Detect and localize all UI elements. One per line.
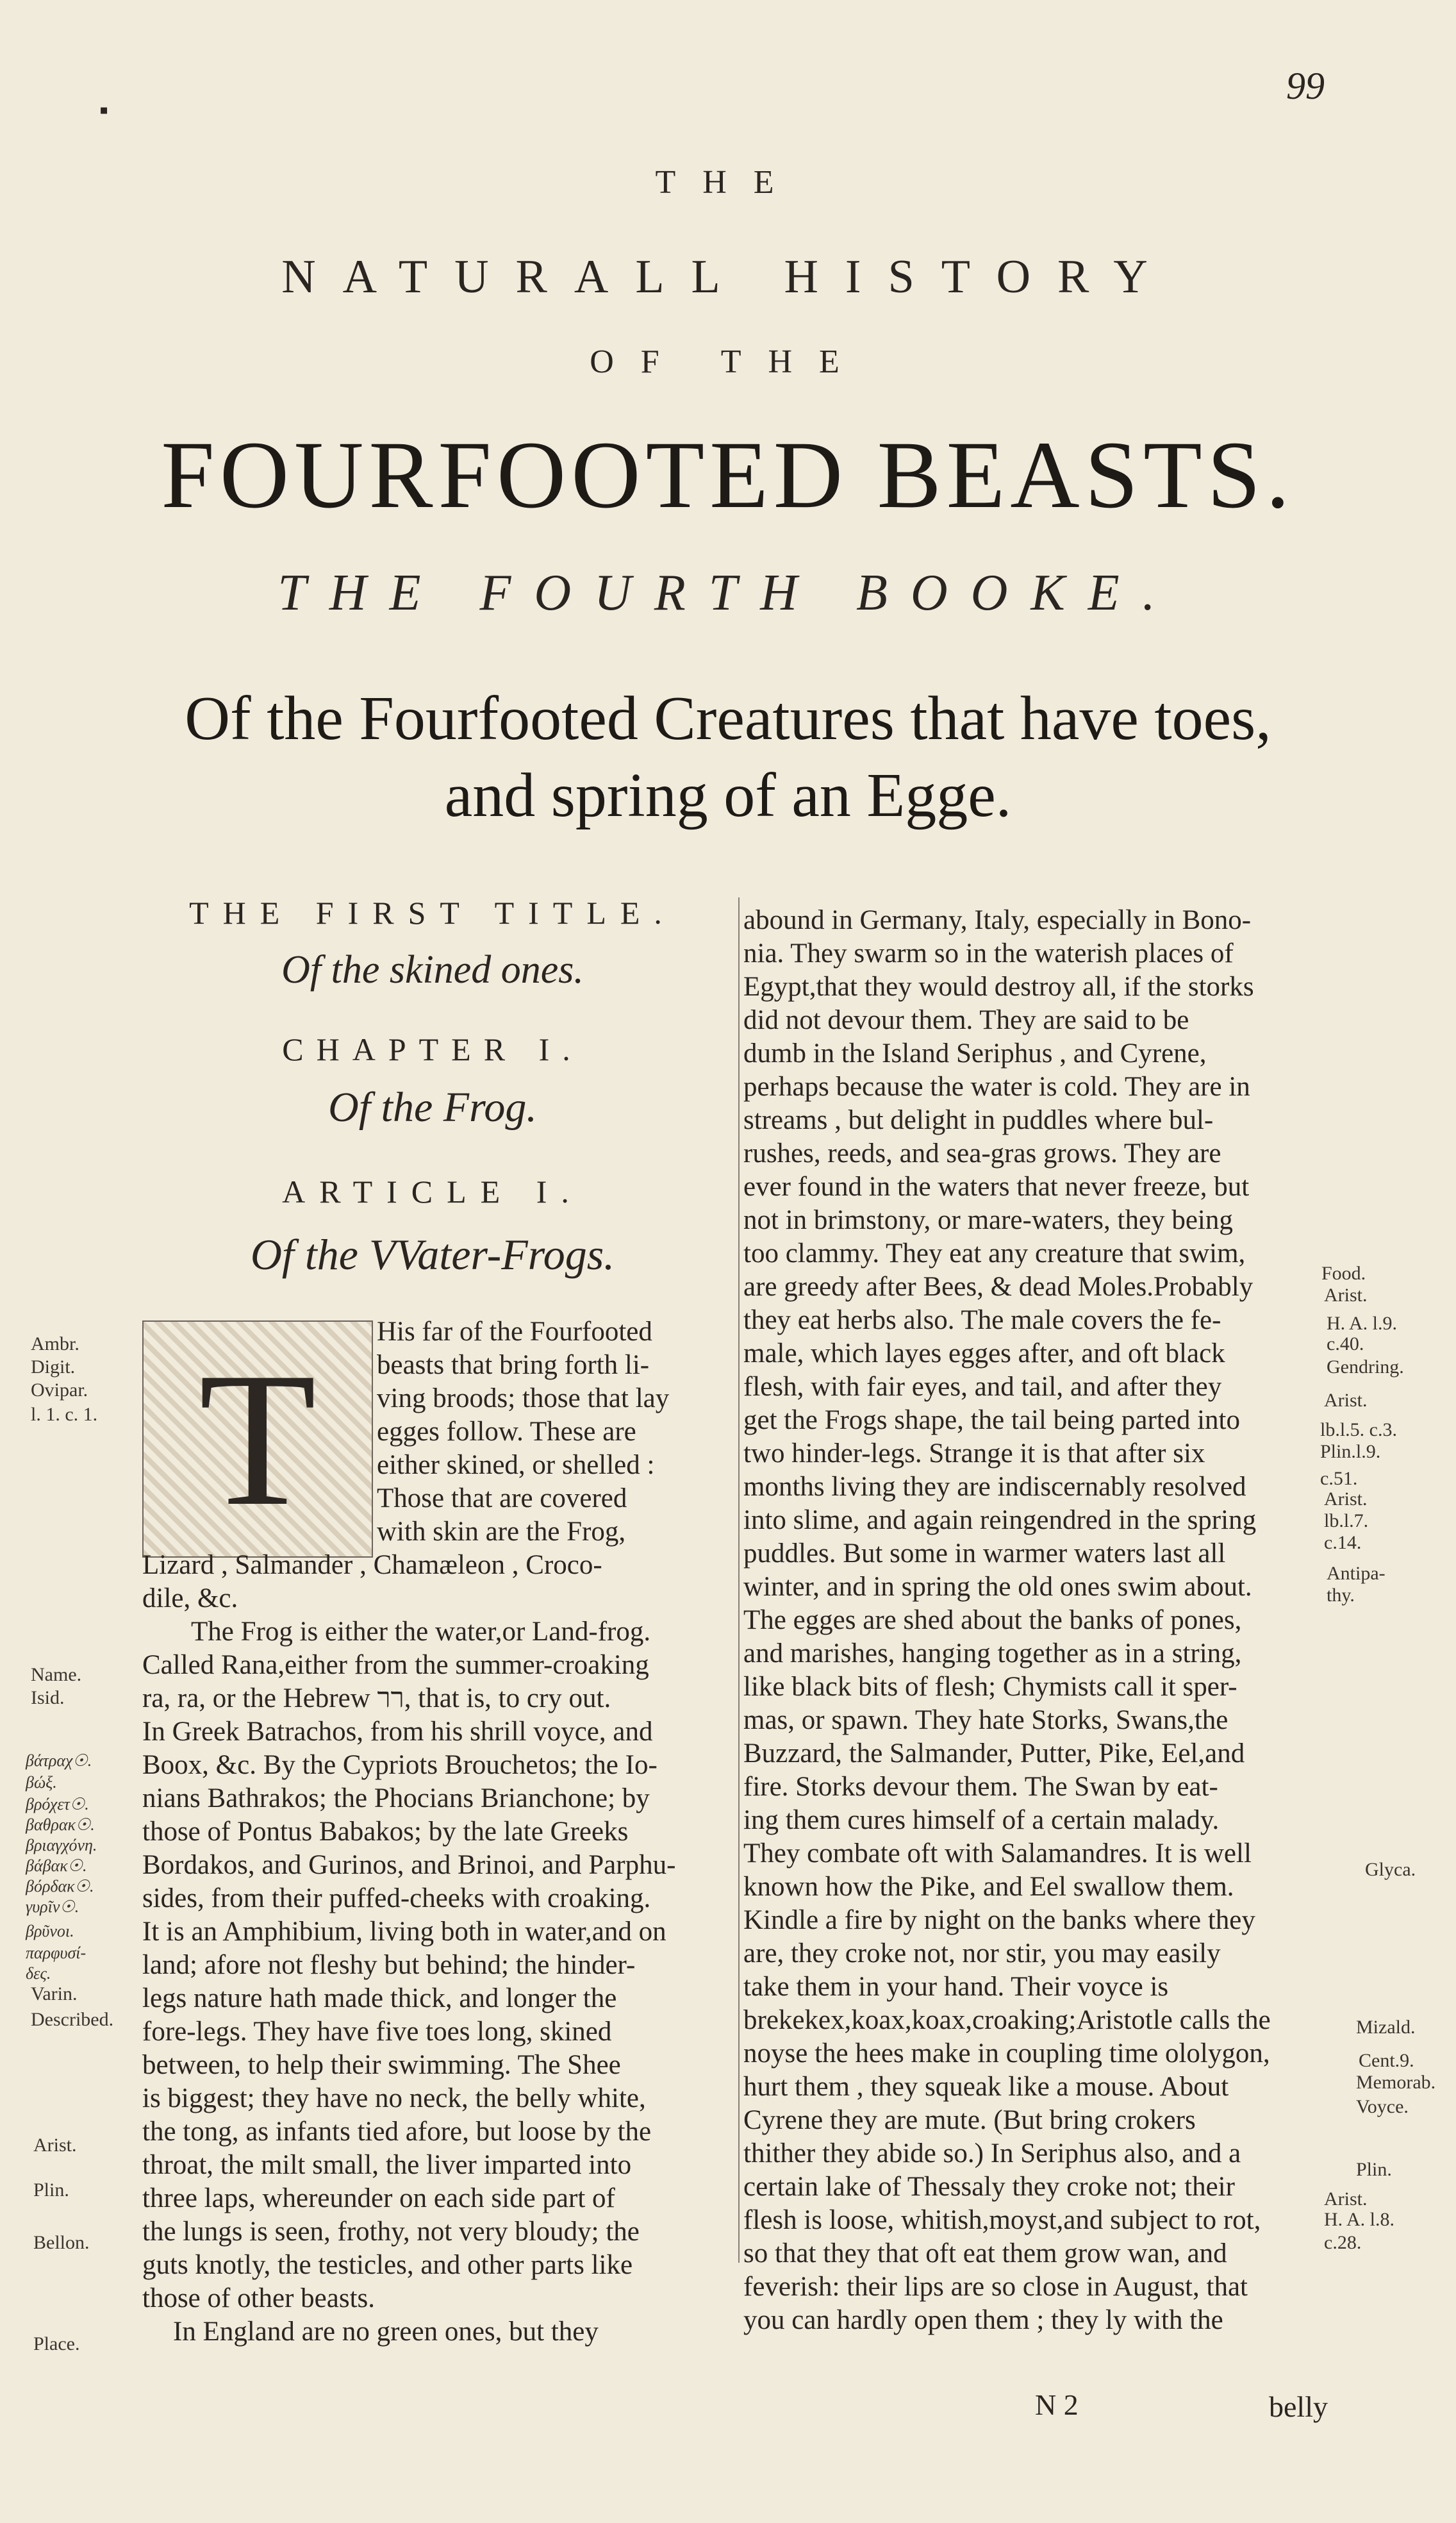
left-margin-note: Ambr. — [31, 1333, 79, 1354]
subtitle-line-2: and spring of an Egge. — [444, 761, 1012, 830]
right-text-line: abound in Germany, Italy, especially in Bono- — [743, 905, 1252, 935]
right-margin-note: Arist. — [1324, 1285, 1368, 1306]
left-text-line: three laps, whereunder on each side part of — [142, 2183, 615, 2213]
left-text-line: either skined, or shelled : — [377, 1450, 655, 1480]
right-margin-note: Plin.l.9. — [1320, 1441, 1381, 1462]
right-text-line: get the Frogs shape, the tail being parted into — [743, 1405, 1241, 1435]
left-margin-note: βριαγχόνη. — [26, 1836, 97, 1854]
left-text-line: Lizard , Salmander , Chamæleon , Croco- — [142, 1550, 602, 1580]
right-text-line: ing them cures himself of a certain malady. — [743, 1805, 1220, 1835]
right-text-line: dumb in the Island Seriphus , and Cyrene, — [743, 1038, 1207, 1069]
right-margin-note: c.14. — [1324, 1532, 1362, 1553]
right-text-line: The egges are shed about the banks of pones, — [743, 1605, 1242, 1635]
left-margin-note: δες. — [26, 1964, 51, 1983]
right-text-line: take them in your hand. Their voyce is — [743, 1972, 1169, 2002]
right-margin-note: Arist. — [1324, 1488, 1368, 1510]
right-text-line: hurt them , they squeak like a mouse. About — [743, 2072, 1229, 2102]
left-text-line: Those that are covered — [377, 1483, 627, 1513]
left-margin-note: Place. — [33, 2333, 80, 2354]
left-text-line: those of Pontus Babakos; by the late Greeks — [142, 1817, 629, 1847]
left-text-line: between, to help their swimming. The Shee — [142, 2050, 621, 2080]
left-text-line: The Frog is either the water,or Land-frog. — [191, 1617, 651, 1647]
right-text-line: not in brimstony, or mare-waters, they being — [743, 1205, 1233, 1235]
left-margin-note: βρῦνοι. — [26, 1922, 74, 1940]
right-text-line: streams , but delight in puddles where bul- — [743, 1105, 1214, 1135]
right-margin-note: c.28. — [1324, 2232, 1362, 2253]
right-text-line: flesh is loose, whitish,moyst,and subject to rot, — [743, 2205, 1261, 2235]
title-fourfooted-beasts: FOURFOOTED BEASTS. — [161, 422, 1295, 528]
title-of-the: OF THE — [590, 344, 866, 380]
right-margin-note: Arist. — [1324, 2188, 1368, 2210]
right-margin-note: Mizald. — [1356, 2017, 1416, 2038]
right-margin-note: c.51. — [1320, 1468, 1358, 1489]
right-margin-note: Cent.9. — [1359, 2050, 1414, 2071]
title-naturall-history: NATURALL HISTORY — [281, 251, 1175, 303]
right-margin-note: lb.l.7. — [1324, 1510, 1369, 1531]
left-text-line: dile, &c. — [142, 1583, 238, 1613]
right-text-line: Kindle a fire by night on the banks where they — [743, 1905, 1255, 1935]
right-text-line: brekekex,koax,koax,croaking;Aristotle calls the — [743, 2005, 1271, 2035]
left-text-line: ra, ra, or the Hebrew רר, that is, to cry out. — [142, 1683, 611, 1713]
left-text-line: In Greek Batrachos, from his shrill voyce, and — [142, 1717, 653, 1747]
heading-water-frogs: Of the VVater-Frogs. — [250, 1230, 615, 1279]
right-margin-note: Plin. — [1356, 2159, 1392, 2180]
left-margin-note: παρφυσί- — [26, 1944, 87, 1962]
left-margin-note: Plin. — [33, 2179, 69, 2201]
left-margin-note: βρόχετ☉. — [26, 1795, 89, 1813]
left-margin-note: Ovipar. — [31, 1379, 88, 1401]
left-margin-note: Name. — [31, 1664, 82, 1685]
left-margin-note: βόρδακ☉. — [26, 1877, 94, 1895]
right-text-line: perhaps because the water is cold. They are in — [743, 1072, 1250, 1102]
right-margin-note: Memorab. — [1356, 2072, 1436, 2093]
left-text-line: ving broods; those that lay — [377, 1383, 670, 1413]
right-text-line: are, they croke not, nor stir, you may easily — [743, 1938, 1221, 1969]
printer-mark: ▪ — [99, 96, 109, 124]
right-text-line: puddles. But some in warmer waters last all — [743, 1538, 1226, 1569]
left-margin-note: Bellon. — [33, 2232, 90, 2253]
left-text-line: Boox, &c. By the Cypriots Brouchetos; the Io- — [142, 1750, 658, 1780]
left-margin-note: Arist. — [33, 2135, 77, 2156]
ornamental-drop-cap: T — [142, 1320, 373, 1558]
left-margin-note: βάτραχ☉. — [26, 1751, 92, 1770]
right-text-line: They combate oft with Salamandres. It is well — [743, 1838, 1252, 1869]
left-text-line: beasts that bring forth li- — [377, 1350, 650, 1380]
left-text-line: In England are no green ones, but they — [173, 2317, 599, 2347]
left-margin-note: βώξ. — [26, 1773, 57, 1792]
right-margin-note: lb.l.5. c.3. — [1320, 1419, 1397, 1440]
column-divider — [738, 897, 740, 2263]
right-text-line: Egypt,that they would destroy all, if the storks — [743, 972, 1254, 1002]
right-text-line: are greedy after Bees, & dead Moles.Probably — [743, 1272, 1253, 1302]
right-margin-note: c.40. — [1327, 1333, 1364, 1354]
right-text-line: two hinder-legs. Strange it is that after six — [743, 1438, 1205, 1469]
left-text-line: legs nature hath made thick, and longer the — [142, 1983, 617, 2013]
page-number: 99 — [1286, 65, 1325, 107]
right-margin-note: H. A. l.8. — [1324, 2209, 1395, 2230]
catchword: belly — [1269, 2390, 1328, 2423]
right-margin-note: Voyce. — [1356, 2096, 1409, 2117]
left-text-line: those of other beasts. — [142, 2283, 376, 2313]
right-margin-note: Glyca. — [1365, 1859, 1416, 1880]
left-text-line: land; afore not fleshy but behind; the hinder- — [142, 1950, 636, 1980]
right-margin-note: Arist. — [1324, 1390, 1368, 1411]
signature-mark: N 2 — [1035, 2388, 1079, 2421]
right-text-line: mas, or spawn. They hate Storks, Swans,the — [743, 1705, 1228, 1735]
right-text-line: you can hardly open them ; they ly with the — [743, 2305, 1223, 2335]
right-text-line: did not devour them. They are said to be — [743, 1005, 1189, 1035]
right-text-line: ever found in the waters that never freeze, but — [743, 1172, 1250, 1202]
right-text-line: noyse the hees make in coupling time ololygon, — [743, 2038, 1270, 2069]
heading-chapter: CHAPTER I. — [282, 1031, 583, 1067]
right-text-line: male, which layes egges after, and oft black — [743, 1338, 1225, 1369]
right-text-line: like black bits of flesh; Chymists call it sper- — [743, 1672, 1237, 1702]
left-margin-note: l. 1. c. 1. — [31, 1404, 98, 1425]
right-margin-note: H. A. l.9. — [1327, 1313, 1398, 1334]
left-margin-note: βαθρακ☉. — [26, 1815, 95, 1834]
right-text-line: fire. Storks devour them. The Swan by eat- — [743, 1772, 1218, 1802]
left-margin-note: Varin. — [31, 1983, 78, 2004]
left-text-line: His far of the Fourfooted — [377, 1317, 652, 1347]
right-text-line: nia. They swarm so in the waterish places of — [743, 938, 1234, 969]
right-margin-note: Antipa- — [1327, 1563, 1386, 1584]
right-text-line: into slime, and again reingendred in the spring — [743, 1505, 1257, 1535]
left-text-line: throat, the milt small, the liver imparted into — [142, 2150, 632, 2180]
left-margin-note: βάβακ☉. — [26, 1856, 87, 1875]
left-text-line: guts knotly, the testicles, and other parts like — [142, 2250, 633, 2280]
left-text-line: It is an Amphibium, living both in water,and on — [142, 1917, 666, 1947]
left-text-line: with skin are the Frog, — [377, 1517, 626, 1547]
left-margin-note: Described. — [31, 2009, 114, 2030]
right-text-line: feverish: their lips are so close in August, that — [743, 2272, 1248, 2302]
right-margin-note: thy. — [1327, 1585, 1355, 1606]
right-text-line: rushes, reeds, and sea-gras grows. They are — [743, 1138, 1221, 1169]
right-text-line: too clammy. They eat any creature that swim, — [743, 1238, 1246, 1269]
right-text-line: months living they are indiscernably resolved — [743, 1472, 1246, 1502]
right-margin-note: Gendring. — [1327, 1356, 1404, 1378]
right-text-line: certain lake of Thessaly they croke not; their — [743, 2172, 1235, 2202]
left-margin-note: Isid. — [31, 1687, 65, 1708]
right-text-line: flesh, with fair eyes, and tail, and after they — [743, 1372, 1222, 1402]
left-text-line: Called Rana,either from the summer-croaking — [142, 1650, 649, 1680]
right-text-line: Cyrene they are mute. (But bring crokers — [743, 2105, 1196, 2135]
left-text-line: is biggest; they have no neck, the belly white, — [142, 2083, 646, 2113]
right-text-line: thither they abide so.) In Seriphus also, and a — [743, 2138, 1241, 2169]
right-text-line: known how the Pike, and Eel swallow them. — [743, 1872, 1234, 1902]
left-text-line: sides, from their puffed-cheeks with croaking. — [142, 1883, 651, 1913]
heading-article: ARTICLE I. — [282, 1174, 583, 1210]
right-text-line: winter, and in spring the old ones swim about. — [743, 1572, 1252, 1602]
left-margin-note: Digit. — [31, 1356, 76, 1378]
heading-skined-ones: Of the skined ones. — [281, 948, 584, 992]
heading-first-title: THE FIRST TITLE. — [189, 895, 676, 931]
left-text-line: Bordakos, and Gurinos, and Brinoi, and Parphu- — [142, 1850, 676, 1880]
left-margin-note: γυρῖν☉. — [26, 1897, 79, 1916]
left-text-line: the tong, as infants tied afore, but loose by the — [142, 2117, 652, 2147]
heading-of-the-frog: Of the Frog. — [328, 1084, 537, 1131]
right-text-line: they eat herbs also. The male covers the fe- — [743, 1305, 1221, 1335]
left-text-line: fore-legs. They have five toes long, skined — [142, 2017, 612, 2047]
left-text-line: the lungs is seen, frothy, not very bloudy; the — [142, 2217, 640, 2247]
title-the: THE — [655, 164, 801, 201]
right-margin-note: Food. — [1321, 1263, 1366, 1284]
title-fourth-booke: THE FOURTH BOOKE. — [277, 565, 1179, 621]
right-text-line: and marishes, hanging together as in a string, — [743, 1638, 1242, 1669]
right-text-line: so that they that oft eat them grow wan, and — [743, 2238, 1227, 2269]
right-text-line: Buzzard, the Salmander, Putter, Pike, Eel,and — [743, 1738, 1245, 1769]
subtitle-line-1: Of the Fourfooted Creatures that have toes, — [185, 684, 1271, 753]
left-text-line: egges follow. These are — [377, 1417, 636, 1447]
left-text-line: nians Bathrakos; the Phocians Brianchone; by — [142, 1783, 650, 1813]
